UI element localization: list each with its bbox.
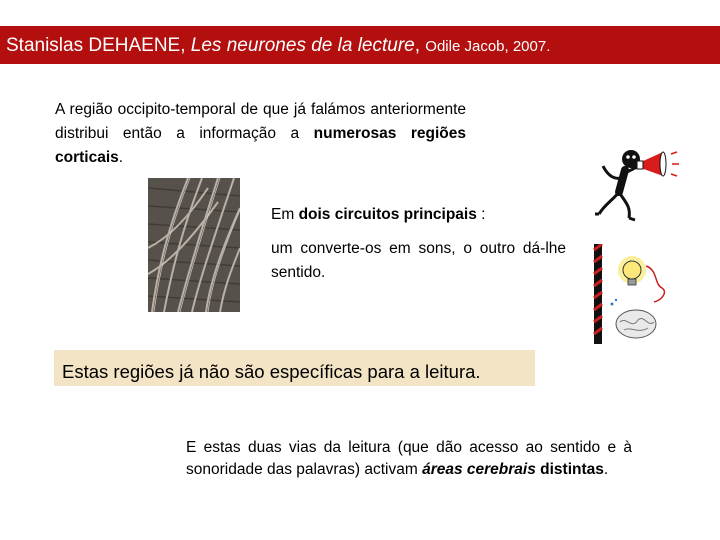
paragraph-distinct-areas-bold: distintas [535, 461, 604, 478]
lightbulb-brain-icon [592, 244, 678, 344]
paragraph-distinct-areas-end: . [603, 461, 609, 478]
paragraph-circuits-text: Em [271, 206, 299, 223]
paragraph-circuits [271, 203, 571, 227]
paragraph-intro-bold: numerosas regiões corticais [55, 125, 466, 166]
paragraph-sound-meaning: um converte-os em sons, o outro dá-lhe sentido. [271, 240, 566, 281]
citation-title: Les neurones de la lecture [190, 35, 415, 56]
citation-publisher: Odile Jacob, 2007. [425, 38, 551, 55]
citation-banner [0, 26, 720, 64]
citation-separator: , [414, 35, 426, 56]
citation-author: Stanislas DEHAENE, [6, 35, 191, 56]
railway-tracks-photo [148, 178, 240, 312]
paragraph-intro-text: A região occipito-temporal de que já falámos anteriormente distribui então a informação a [55, 101, 466, 142]
callout-box: Estas regiões já não são específicas para a leitura. [54, 350, 535, 386]
paragraph-intro-end: . [118, 149, 124, 166]
railway-tracks-drawing [148, 178, 240, 312]
paragraph-intro [55, 98, 466, 170]
paragraph-distinct-areas-bold-italic: áreas cerebrais [422, 461, 536, 478]
paragraph-distinct-areas [186, 437, 632, 481]
paragraph-distinct-areas-text: E estas duas vias da leitura (que dão acesso ao sentido e à sonoridade das palavras) activam [186, 439, 632, 478]
paragraph-circuits-end: : [476, 206, 486, 223]
megaphone-figure-icon [583, 140, 683, 228]
paragraph-circuits-bold: dois circuitos principais [298, 206, 477, 223]
